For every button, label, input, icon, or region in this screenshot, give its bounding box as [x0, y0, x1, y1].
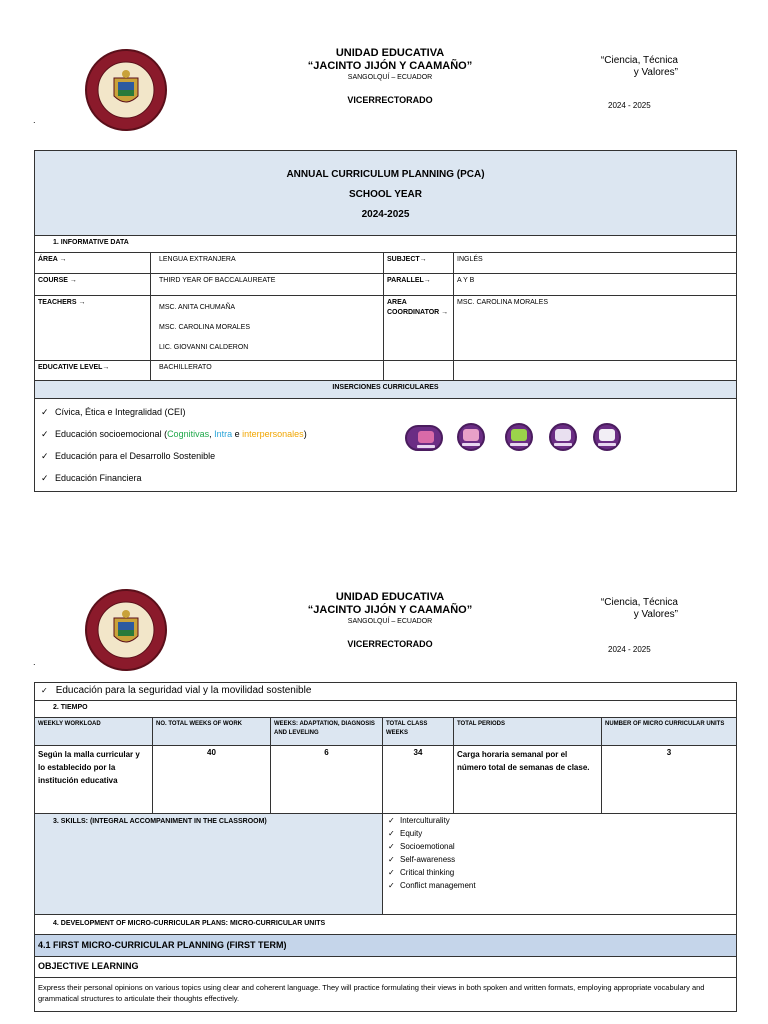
total-periods-value: Carga horaria semanal por el número total de semanas de clase. — [454, 746, 602, 814]
insertion-intra: Intra — [214, 429, 233, 439]
plan-subtitle: SCHOOL YEAR — [349, 189, 422, 200]
level-value: BACHILLERATO — [151, 361, 384, 381]
objective-text: Express their personal opinions on various topics using clear and coherent language. They will practice formulating their views in both spoken and written formats, employing appropriate vocabulary and grammatical structures to articulate their thoughts effectively. — [35, 978, 737, 1012]
road-safety-row — [35, 683, 737, 701]
check-icon: ✓ — [388, 816, 395, 825]
col-header-weekly-workload: WEEKLY WORKLOAD — [35, 718, 153, 746]
skill-label: Critical thinking — [400, 868, 455, 877]
insertions-title: INSERCIONES CURRICULARES — [35, 381, 737, 399]
section-tiempo-title: 2. TIEMPO — [35, 701, 737, 718]
col-header-micro-units: NUMBER OF MICRO CURRICULAR UNITS — [602, 718, 737, 746]
objective-title: OBJECTIVE LEARNING — [35, 957, 737, 978]
skill-item — [386, 840, 733, 853]
planning-table — [34, 682, 737, 1012]
school-seal-logo — [84, 48, 168, 132]
col-header-total-weeks: NO. TOTAL WEEKS OF WORK — [153, 718, 271, 746]
coordinator-value: MSC. CAROLINA MORALES — [454, 296, 737, 361]
insertion-interpersonales: interpersonales — [242, 429, 304, 439]
insertion-label: Educación socioemocional ( — [55, 429, 168, 439]
separator: , — [209, 429, 215, 439]
micro-units-value: 3 — [602, 746, 737, 814]
insertion-label: Educación para el Desarrollo Sostenible — [55, 451, 216, 461]
insertion-item — [35, 401, 736, 423]
motto-line2: y Valores” — [633, 609, 678, 620]
institution-location: SANGOLQUÍ – ECUADOR — [347, 618, 433, 625]
institution-full-name: “JACINTO JIJÓN Y CAAMAÑO” — [307, 604, 473, 616]
skill-item — [386, 879, 733, 892]
socioemotional-badge-icon — [457, 423, 485, 451]
motto-line1: “Ciencia, Técnica — [600, 55, 678, 66]
parallel-label: PARALLEL→ — [384, 274, 454, 296]
institution-location: SANGOLQUÍ – ECUADOR — [347, 74, 433, 81]
col-header-adaptation-weeks: WEEKS: ADAPTATION, DIAGNOSIS AND LEVELING — [271, 718, 383, 746]
skill-item — [386, 814, 733, 827]
motto-line2: y Valores” — [633, 67, 678, 78]
coordinator-label: AREA COORDINATOR → — [384, 296, 454, 361]
check-icon: ✓ — [41, 473, 49, 483]
check-icon: ✓ — [41, 429, 49, 439]
page-mark: . — [33, 116, 36, 125]
skill-label: Self-awareness — [400, 855, 456, 864]
informative-table — [34, 150, 737, 492]
skill-label: Interculturality — [400, 816, 450, 825]
financial-education-badge-icon — [549, 423, 577, 451]
check-icon: ✓ — [388, 868, 395, 877]
insertion-cognitivas: Cognitivas — [167, 429, 210, 439]
insertion-item — [35, 423, 736, 445]
road-safety-badge-icon — [593, 423, 621, 451]
insertion-label: Cívica, Ética e Integralidad (CEI) — [55, 407, 186, 417]
parallel-value: A Y B — [454, 274, 737, 296]
institution-full-name: “JACINTO JIJÓN Y CAAMAÑO” — [307, 60, 473, 72]
col-header-class-weeks: TOTAL CLASS WEEKS — [383, 718, 454, 746]
institution-name: UNIDAD EDUCATIVA — [335, 47, 445, 59]
school-year-label: 2024 - 2025 — [608, 645, 651, 654]
skill-label: Socioemotional — [400, 842, 455, 851]
subject-label: SUBJECT→ — [384, 253, 454, 274]
check-icon: ✓ — [41, 686, 48, 695]
check-icon: ✓ — [388, 842, 395, 851]
section-informative-title: 1. INFORMATIVE DATA — [35, 236, 737, 253]
skills-list — [386, 814, 733, 892]
teachers-label: TEACHERS → — [35, 296, 151, 361]
first-plan-title: 4.1 FIRST MICRO-CURRICULAR PLANNING (FIRST TERM) — [35, 935, 737, 957]
class-weeks-value: 34 — [383, 746, 454, 814]
skill-item — [386, 866, 733, 879]
check-icon: ✓ — [41, 407, 49, 417]
insertions-list — [35, 399, 737, 492]
teachers-list — [151, 296, 384, 361]
area-value: LENGUA EXTRANJERA — [151, 253, 384, 274]
insertion-item — [35, 467, 736, 489]
school-seal-logo — [84, 588, 168, 672]
level-label: EDUCATIVE LEVEL→ — [35, 361, 151, 381]
check-icon: ✓ — [41, 451, 49, 461]
skill-label: Equity — [400, 829, 423, 838]
motto-line1: “Ciencia, Técnica — [600, 597, 678, 608]
subject-value: INGLÉS — [454, 253, 737, 274]
separator: ) — [303, 429, 307, 439]
empty-cell — [454, 361, 737, 381]
skill-label: Conflict management — [400, 881, 476, 890]
section-skills-title: 3. SKILLS: (INTEGRAL ACCOMPANIMENT IN THE CLASSROOM) — [35, 814, 383, 915]
teacher-name: MSC. ANITA CHUMAÑA — [159, 304, 236, 311]
separator: e — [232, 429, 243, 439]
skills-list-cell — [383, 814, 737, 915]
insertion-label: Educación para la seguridad vial y la movilidad sostenible — [55, 685, 312, 696]
check-icon: ✓ — [388, 881, 395, 890]
area-label: ÁREA → — [35, 253, 151, 274]
total-weeks-value: 40 — [153, 746, 271, 814]
skill-item — [386, 853, 733, 866]
teacher-name: LIC. GIOVANNI CALDERON — [159, 344, 249, 351]
teacher-name: MSC. CAROLINA MORALES — [159, 324, 251, 331]
section-development-title: 4. DEVELOPMENT OF MICRO-CURRICULAR PLANS: MICRO-CURRICULAR UNITS — [35, 915, 737, 935]
plan-years: 2024-2025 — [361, 209, 410, 220]
school-year-label: 2024 - 2025 — [608, 101, 651, 110]
empty-cell — [384, 361, 454, 381]
plan-title: ANNUAL CURRICULUM PLANNING (PCA) — [286, 169, 485, 180]
adaptation-weeks-value: 6 — [271, 746, 383, 814]
insertion-item — [35, 445, 736, 467]
civic-ethics-badge-icon — [405, 425, 443, 451]
page-mark: . — [33, 658, 36, 667]
check-icon: ✓ — [388, 855, 395, 864]
course-value: THIRD YEAR OF BACCALAUREATE — [151, 274, 384, 296]
col-header-total-periods: TOTAL PERIODS — [454, 718, 602, 746]
sustainable-development-badge-icon — [505, 423, 533, 451]
workload-value: Según la malla curricular y lo establecido por la institución educativa — [35, 746, 153, 814]
institution-name: UNIDAD EDUCATIVA — [335, 591, 445, 603]
check-icon: ✓ — [388, 829, 395, 838]
course-label: COURSE → — [35, 274, 151, 296]
insertion-label: Educación Financiera — [55, 473, 142, 483]
skill-item — [386, 827, 733, 840]
department-label: VICERRECTORADO — [347, 639, 433, 649]
plan-title-cell — [35, 151, 737, 236]
department-label: VICERRECTORADO — [347, 95, 433, 105]
